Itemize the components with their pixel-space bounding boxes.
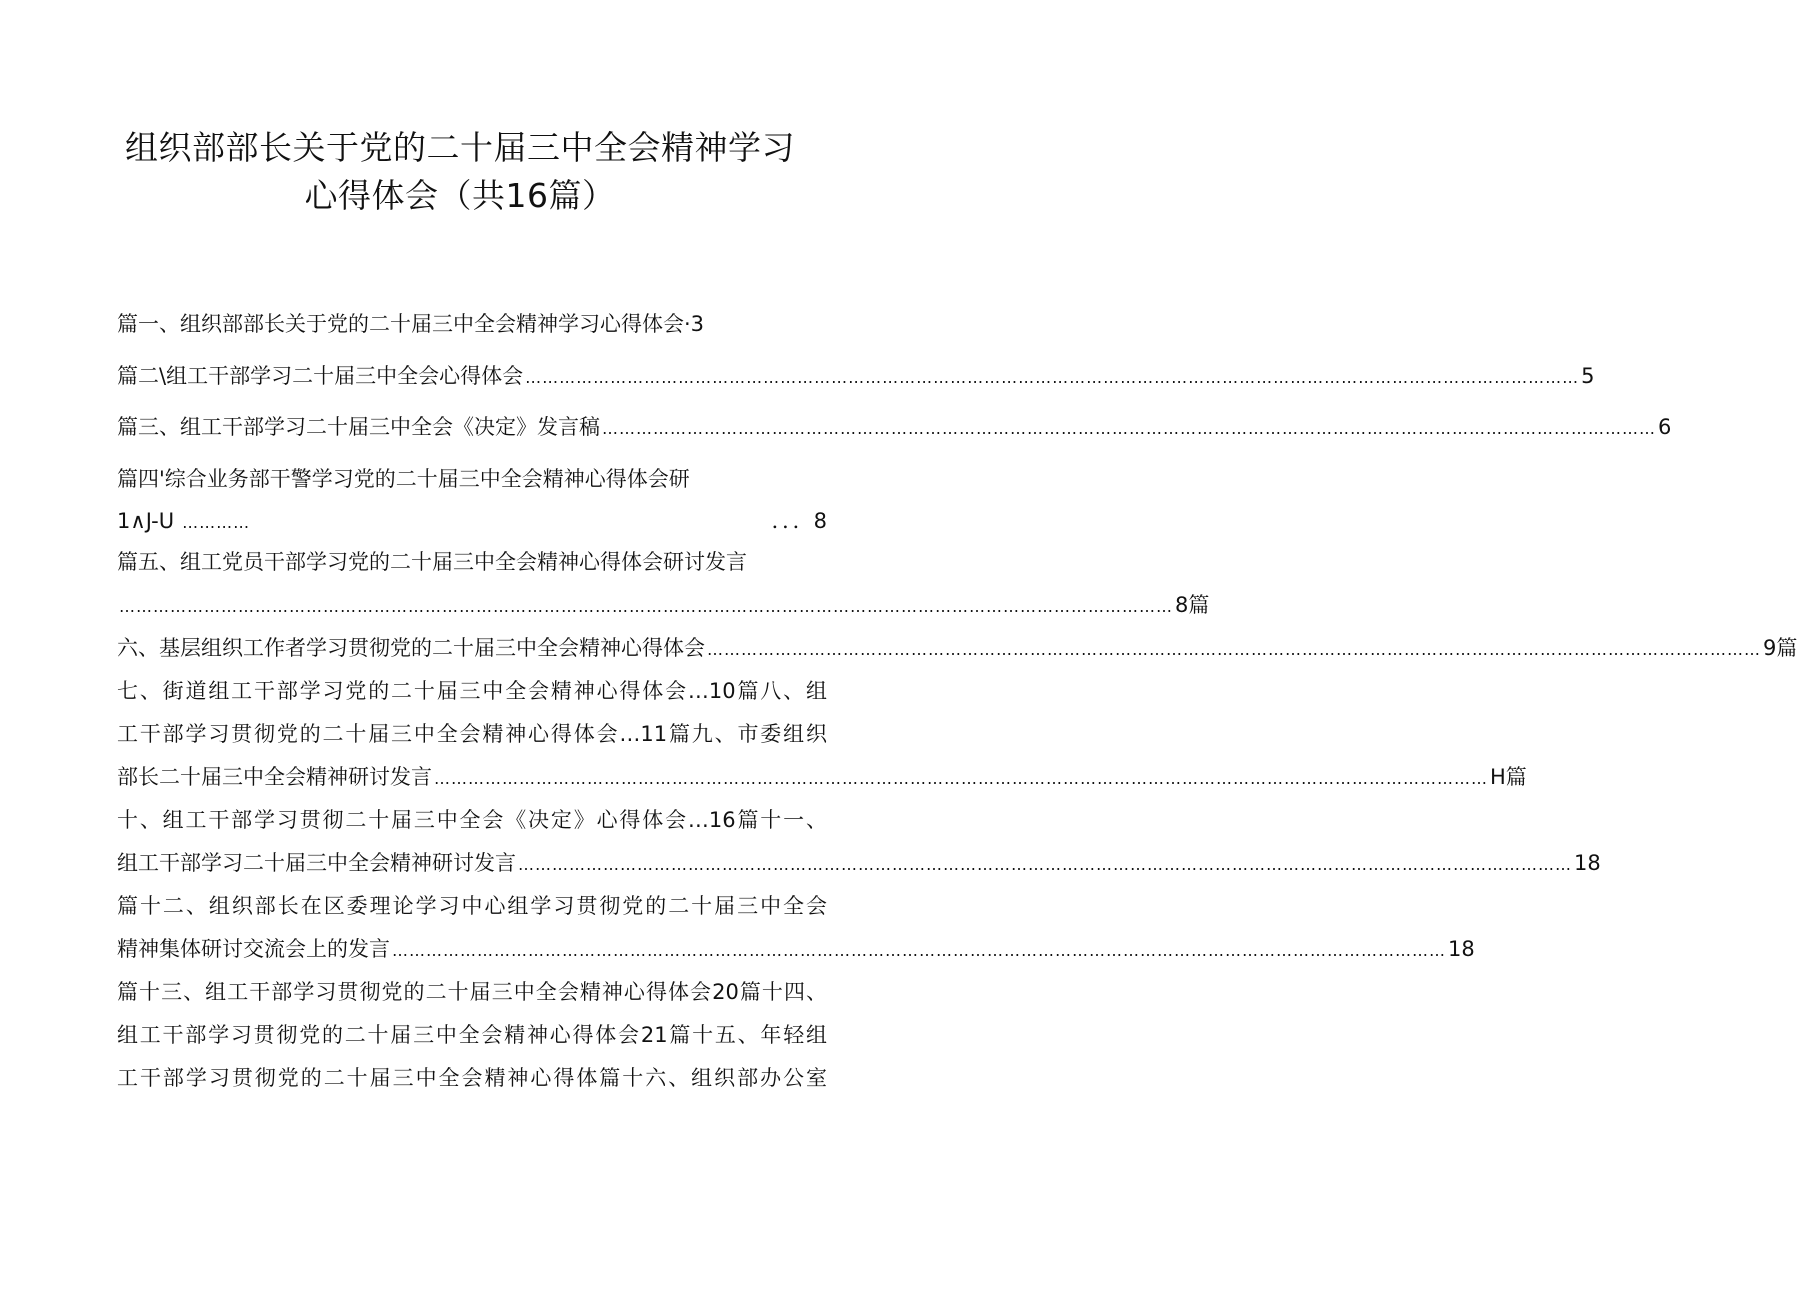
dot-leader: ……………………………………………………………………………………………………………………………………………………………………	[392, 941, 1446, 960]
toc-entry-text: 工干部学习贯彻党的二十届三中全会精神心得体篇十六、组织部办公室	[117, 1066, 827, 1090]
dot-leader: ……………………………………………………………………………………………………………………………………………………………………	[602, 419, 1656, 438]
dot-leader: ……………………………………………………………………………………………………………………………………………………………………	[525, 368, 1580, 387]
toc-page-number: 5	[1581, 364, 1595, 388]
toc-entry-text: 篇五、组工党员干部学习党的二十届三中全会精神心得体会研讨发言	[117, 550, 747, 574]
toc-entry-text: 篇十二、组织部长在区委理论学习中心组学习贯彻党的二十届三中全会	[117, 894, 827, 918]
toc-entry-text: 组工干部学习贯彻党的二十届三中全会精神心得体会21篇十五、年轻组	[117, 1023, 827, 1047]
toc-entry-text: 七、街道组工干部学习党的二十届三中全会精神心得体会…10篇八、组	[117, 679, 827, 703]
toc-entry-9	[117, 760, 1527, 794]
toc-entry-text: 十、组工干部学习贯彻二十届三中全会《决定》心得体会…16篇十一、	[117, 808, 827, 832]
toc-entry-6	[117, 631, 1797, 665]
dot-leader: …………	[182, 513, 251, 532]
toc-entry-14	[117, 1018, 827, 1052]
toc-entry-10	[117, 803, 827, 837]
toc-page-number: 18	[1574, 851, 1601, 875]
toc-entry-3	[117, 410, 1672, 444]
document-title-line-2: 心得体会（共16篇）	[304, 176, 616, 215]
toc-entry-text: 篇一、组织部部长关于党的二十届三中全会精神学习心得体会·3	[117, 312, 705, 336]
toc-page-number: 9篇	[1763, 636, 1797, 660]
toc-entry-text: 篇三、组工干部学习二十届三中全会《决定》发言稿	[117, 415, 600, 439]
toc-entry-13	[117, 975, 827, 1009]
toc-page-number: 18	[1448, 937, 1475, 961]
toc-page-number: H篇	[1490, 765, 1527, 789]
dot-leader: ……………………………………………………………………………………………………………………………………………………………………	[707, 640, 1761, 659]
toc-entry-text: 篇二\组工干部学习二十届三中全会心得体会	[117, 364, 524, 388]
toc-entry-text: 篇四'综合业务部干警学习党的二十届三中全会精神心得体会研	[117, 467, 690, 491]
document-title-line-1: 组织部部长关于党的二十届三中全会精神学习	[125, 128, 795, 167]
toc-entry-12-continued	[117, 932, 1475, 966]
toc-entry-text: 部长二十届三中全会精神研讨发言	[117, 765, 432, 789]
dot-leader: ……………………………………………………………………………………………………………………………………………………………………	[434, 769, 1488, 788]
toc-entry-text: 篇十三、组工干部学习贯彻党的二十届三中全会精神心得体会20篇十四、	[117, 980, 827, 1004]
dot-leader: ……………………………………………………………………………………………………………………………………………………………………	[119, 597, 1173, 616]
toc-page-number: 8篇	[1175, 593, 1210, 617]
toc-entry-11	[117, 846, 1601, 880]
toc-entry-text: 精神集体研讨交流会上的发言	[117, 937, 390, 961]
toc-entry-2	[117, 359, 1595, 393]
toc-entry-7	[117, 674, 827, 708]
toc-entry-5	[117, 545, 827, 579]
toc-page-number: ．．．8	[771, 509, 827, 533]
dot-leader: ……………………………………………………………………………………………………………………………………………………………………	[518, 855, 1572, 874]
toc-entry-text: 1∧J-U	[117, 509, 175, 533]
toc-entry-5-continued	[117, 588, 1210, 622]
toc-entry-4-continued	[117, 504, 827, 538]
toc-entry-12	[117, 889, 827, 923]
toc-entry-1	[117, 307, 827, 341]
toc-page-number: 6	[1658, 415, 1672, 439]
toc-entry-text: 组工干部学习二十届三中全会精神研讨发言	[117, 851, 516, 875]
toc-entry-8	[117, 717, 827, 751]
toc-entry-text: 六、基层组织工作者学习贯彻党的二十届三中全会精神心得体会	[117, 636, 705, 660]
toc-entry-text: 工干部学习贯彻党的二十届三中全会精神心得体会…11篇九、市委组织	[117, 722, 827, 746]
toc-entry-15	[117, 1061, 827, 1095]
toc-entry-4	[117, 462, 827, 496]
